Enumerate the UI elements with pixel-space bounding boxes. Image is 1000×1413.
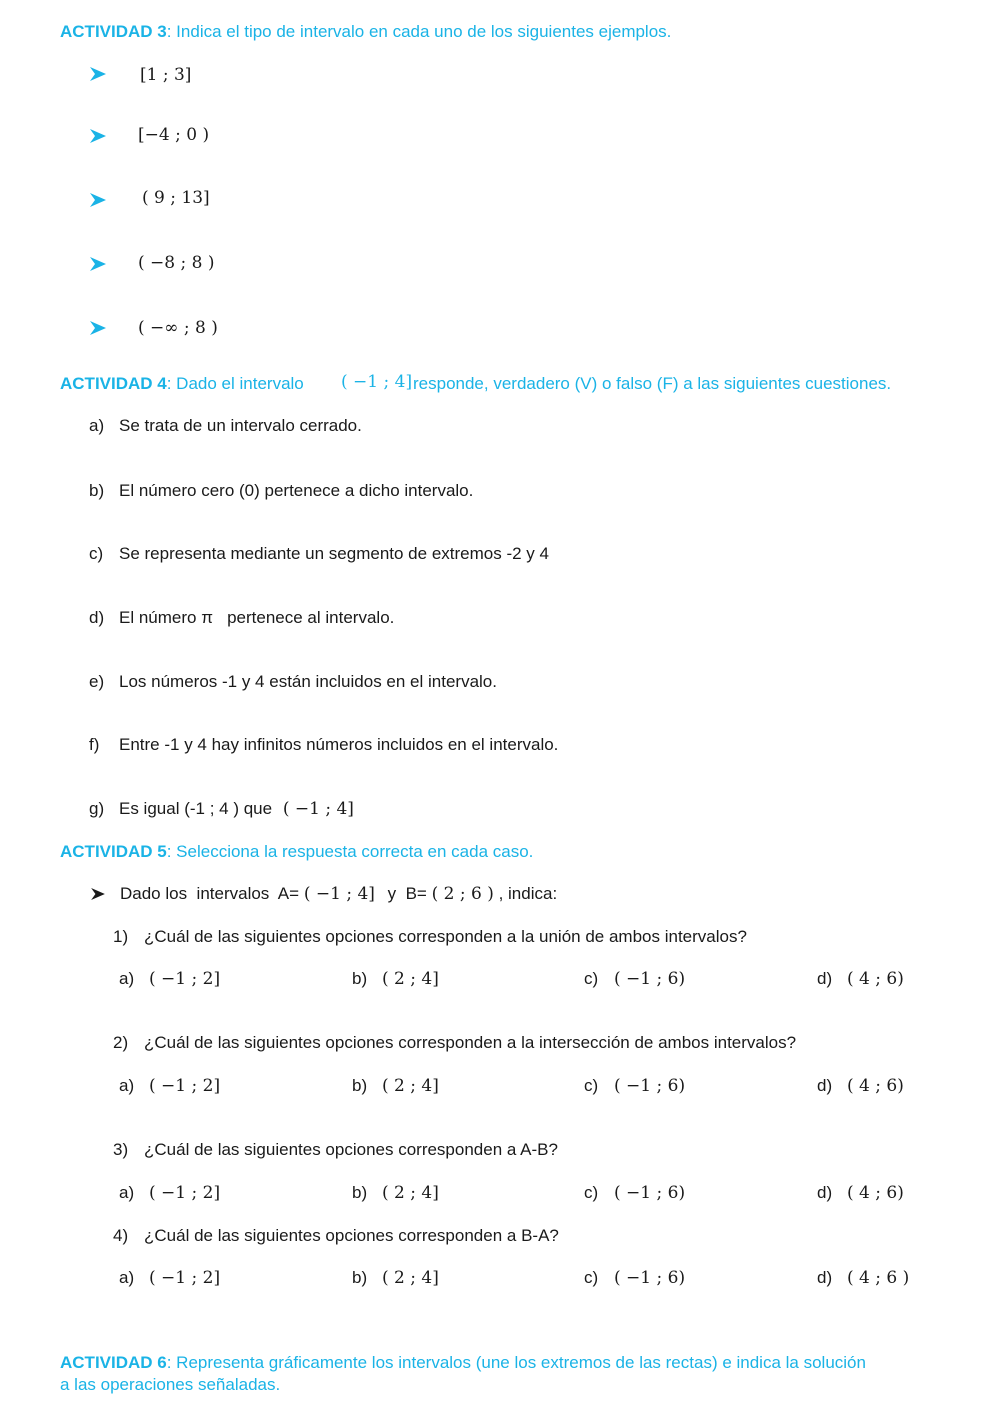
option-c[interactable] — [584, 1268, 685, 1288]
question-number: 3) — [113, 1140, 129, 1159]
act5-question-1 — [113, 927, 747, 947]
option-label: d) — [817, 1183, 833, 1202]
act4-instruction-pre: : Dado el intervalo — [166, 374, 304, 393]
option-d[interactable] — [817, 1268, 909, 1288]
option-value: ( 2 ; 4] — [382, 1268, 439, 1288]
option-label: a) — [119, 1183, 135, 1202]
option-c[interactable] — [584, 969, 685, 989]
act3-item-4: ( −8 ; 8 ) — [138, 253, 215, 273]
act4-interval: ( −1 ; 4] — [341, 372, 413, 392]
option-value: ( 2 ; 4] — [382, 969, 439, 989]
option-value: ( −1 ; 6) — [614, 1076, 686, 1096]
question-text: ¿Cuál de las siguientes opciones corresponden a la intersección de ambos intervalos? — [144, 1033, 797, 1052]
item-text: El número cero (0) pertenece a dicho intervalo. — [119, 481, 474, 500]
act5-heading — [60, 842, 533, 862]
item-text: Se representa mediante un segmento de extremos -2 y 4 — [119, 544, 549, 563]
act3-item-5: ( −∞ ; 8 ) — [138, 318, 218, 338]
option-label: c) — [584, 1076, 599, 1095]
act3-instruction: : Indica el tipo de intervalo en cada uno de los siguientes ejemplos. — [166, 22, 672, 41]
option-value: ( 2 ; 4] — [382, 1076, 439, 1096]
act4-item-a — [89, 416, 362, 436]
act5-question-3 — [113, 1140, 558, 1160]
option-label: b) — [352, 1268, 368, 1287]
question-number: 4) — [113, 1226, 129, 1245]
arrowhead-bullet-icon — [90, 193, 106, 207]
arrowhead-bullet-icon — [90, 257, 106, 271]
arrowhead-bullet-icon — [91, 888, 105, 900]
act3-item-3: ( 9 ; 13] — [142, 188, 210, 208]
option-d[interactable] — [817, 1076, 904, 1096]
option-a[interactable] — [119, 1183, 220, 1203]
given-mid: y B= — [387, 884, 427, 903]
option-label: b) — [352, 1076, 368, 1095]
act6-instruction-line1: : Representa gráficamente los intervalos (une los extremos de las rectas) e indica la solución — [166, 1353, 866, 1372]
act4-title: ACTIVIDAD 4 — [60, 374, 167, 393]
option-label: a) — [119, 1076, 135, 1095]
item-text: Entre -1 y 4 hay infinitos números incluidos en el intervalo. — [119, 735, 559, 754]
act4-item-b — [89, 481, 473, 501]
option-value: ( −1 ; 6) — [614, 969, 686, 989]
option-label: d) — [817, 1076, 833, 1095]
arrowhead-bullet-icon — [90, 129, 106, 143]
given-pre: Dado los intervalos A= — [120, 884, 300, 903]
option-b[interactable] — [352, 1076, 439, 1096]
act3-title: ACTIVIDAD 3 — [60, 22, 167, 41]
option-a[interactable] — [119, 1268, 220, 1288]
option-label: a) — [119, 969, 135, 988]
option-a[interactable] — [119, 969, 220, 989]
option-value: ( −1 ; 6) — [614, 1268, 686, 1288]
option-a[interactable] — [119, 1076, 220, 1096]
question-text: ¿Cuál de las siguientes opciones corresponden a la unión de ambos intervalos? — [144, 927, 747, 946]
option-c[interactable] — [584, 1076, 685, 1096]
item-text: Es igual (-1 ; 4 ) que — [119, 799, 273, 818]
question-text: ¿Cuál de las siguientes opciones corresponden a A-B? — [144, 1140, 558, 1159]
option-value: ( 4 ; 6 ) — [847, 1268, 910, 1288]
option-b[interactable] — [352, 1183, 439, 1203]
arrowhead-bullet-icon — [90, 321, 106, 335]
option-value: ( 2 ; 4] — [382, 1183, 439, 1203]
question-number: 1) — [113, 927, 129, 946]
act6-instruction-line2: a las operaciones señaladas. — [60, 1375, 281, 1394]
item-label: c) — [89, 544, 104, 563]
item-label: f) — [89, 735, 100, 754]
item-label: a) — [89, 416, 105, 435]
option-label: c) — [584, 969, 599, 988]
item-text: El número π pertenece al intervalo. — [119, 608, 395, 627]
item-label: b) — [89, 481, 105, 500]
option-label: b) — [352, 969, 368, 988]
option-label: c) — [584, 1268, 599, 1287]
act5-given — [120, 884, 557, 904]
option-label: a) — [119, 1268, 135, 1287]
act4-item-d — [89, 608, 394, 628]
option-label: b) — [352, 1183, 368, 1202]
given-post: , indica: — [498, 884, 558, 903]
option-value: ( −1 ; 2] — [149, 969, 221, 989]
given-a: ( −1 ; 4] — [303, 884, 375, 904]
item-text: Se trata de un intervalo cerrado. — [119, 416, 362, 435]
act4-item-f — [89, 735, 558, 755]
act3-heading — [60, 22, 671, 42]
option-value: ( −1 ; 2] — [149, 1268, 221, 1288]
item-label: d) — [89, 608, 105, 627]
option-value: ( 4 ; 6) — [847, 1076, 904, 1096]
option-label: c) — [584, 1183, 599, 1202]
option-value: ( −1 ; 6) — [614, 1183, 686, 1203]
act4-instruction-post: responde, verdadero (V) o falso (F) a las siguientes cuestiones. — [413, 374, 892, 393]
arrowhead-bullet-icon — [90, 67, 106, 81]
question-text: ¿Cuál de las siguientes opciones corresponden a B-A? — [144, 1226, 559, 1245]
option-d[interactable] — [817, 1183, 904, 1203]
option-b[interactable] — [352, 1268, 439, 1288]
act5-question-4 — [113, 1226, 559, 1246]
act4-item-c — [89, 544, 549, 564]
given-b: ( 2 ; 6 ) — [431, 884, 494, 904]
act6-heading — [60, 1353, 866, 1373]
act6-title: ACTIVIDAD 6 — [60, 1353, 167, 1372]
option-b[interactable] — [352, 969, 439, 989]
act4-item-e — [89, 672, 497, 692]
item-label: e) — [89, 672, 105, 691]
act4-item-g — [89, 799, 354, 819]
question-number: 2) — [113, 1033, 129, 1052]
option-value: ( 4 ; 6) — [847, 969, 904, 989]
act4-heading — [60, 374, 304, 394]
option-d[interactable] — [817, 969, 904, 989]
option-label: d) — [817, 1268, 833, 1287]
option-c[interactable] — [584, 1183, 685, 1203]
act3-item-2: [−4 ; 0 ) — [138, 125, 210, 145]
option-value: ( −1 ; 2] — [149, 1183, 221, 1203]
item-math: ( −1 ; 4] — [282, 799, 354, 819]
item-label: g) — [89, 799, 105, 818]
act5-title: ACTIVIDAD 5 — [60, 842, 167, 861]
option-value: ( 4 ; 6) — [847, 1183, 904, 1203]
act5-instruction: : Selecciona la respuesta correcta en cada caso. — [166, 842, 534, 861]
option-value: ( −1 ; 2] — [149, 1076, 221, 1096]
option-label: d) — [817, 969, 833, 988]
act3-item-1: [1 ; 3] — [140, 65, 192, 85]
item-text: Los números -1 y 4 están incluidos en el intervalo. — [119, 672, 497, 691]
act5-question-2 — [113, 1033, 796, 1053]
